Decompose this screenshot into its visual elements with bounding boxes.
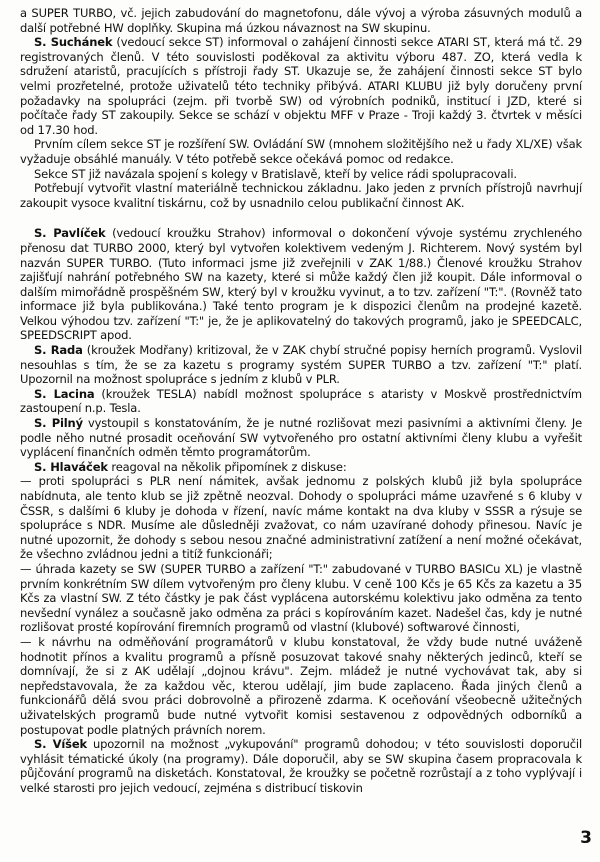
paragraph-printer: Potřebují vytvořit vlastní materiálně technickou základnu. Jako jeden z prvních přístrojů navrhují zakoupit vysoce kvalitní tiskárnu, což by usnadnilo celou publikační činnost AK. [20,181,582,210]
paragraph-intro: a SUPER TURBO, vč. jejich zabudování do magnetofonu, dále vývoj a výroba zásuvných modulů a další potřebné HW doplňky. Skupina má úzkou návaznost na SW skupinu. [20,6,582,35]
speaker-name: S. Pilný [34,416,83,431]
paragraph-pavlicek [20,226,582,343]
paragraph-text: (kroužek Modřany) kritizoval, že v ZAK chybí stručné popisy herních programů. Vyslovil nesouhlas s tím, že se za kazetu s programy systém SUPER TURBO a tzv. zařízení "T:" platí. Upozornil na možnost spolupráce s jedním z klubů v PLR. [20,343,582,387]
paragraph-text: reagoval na několik připomínek z diskuse: [107,459,347,474]
paragraph-text: vystoupil s konstatováním, že je nutné rozlišovat mezi pasivními a aktivními členy. Je podle něho nutné prosadit oceňování SW vytvořeného pro ostatní aktivními členy klubu a vyřešit vyplácení finančních odměn těmto programátorům. [20,416,583,460]
speaker-name: S. Víšek [34,737,88,752]
paragraph-st-goal: Prvním cílem sekce ST je rozšíření SW. Ovládání SW (mnohem složitějšího než u řady XL/XE) však vyžaduje obsáhlé manuály. V této potřebě sekce očekává pomoc od redakce. [20,137,582,166]
paragraph-text: upozornil na možnost „vykupování" programů dohodou; v této souvislosti doporučil vyhlásit tématické úkoly (na programy). Dále doporučil, aby se SW skupina časem propracovala k půjčování programů na disketách. Konstatoval, že kroužky se početně rozrůstají a z toho vyplývají i velké starosti pro jejich vedoucí, zejména s distribucí tiskovin [20,737,583,795]
paragraph-suchanek [20,35,582,137]
page-number: 3 [580,828,592,848]
paragraph-dash-rewards: — k návrhu na odměňování programátorů v klubu konstatoval, že vždy bude nutné uváženě hodnotit přínos a kvalitu programů a přísně posuzovat takové snahy některých jedinců, kteří se domnívají, že si z AK udělají „dojnou krávu". Zejm. mládež je nutné vychovávat tak, aby si nepředstavovala, že za každou věc, kterou udělají, jim bude zaplaceno. Řada jiných členů a funkcionářů dělá svou práci dobrovolně a přirozeně zdarma. K oceňování všeobecně užitečných uživatelských programů bude nutné vytvořit komisi sestavenou z odpovědných odborníků a postupovat podle platných právních norem. [20,634,582,737]
speaker-name: S. Pavlíček [34,226,106,241]
paragraph-visek [20,737,582,795]
speaker-name: S. Rada [34,343,83,358]
paragraph-bratislava: Sekce ST již navázala spojení s kolegy v Bratislavě, kteří by velice rádi spolupracovali. [34,166,517,181]
paragraph-rada [20,343,582,387]
paragraph-pilny [20,416,582,460]
paragraph-dash-plr: — proti spolupráci s PLR není námitek, avšak jednomu z polských klubů již byla spolupráce nabídnuta, ale tento klub se již zpětně neozval. Dohody o spolupráci máme uzavřené s 6 kluby v ČSSR, s dalšími 6 kluby je dohoda v řízení, navíc máme kontakt na dva kluby v SSSR a rýsuje se spolupráce s NDR. Musíme ale důsledněji zvažovat, co nám uzavírané dohody přinesou. Navíc je nutné upozornit, že dohody s sebou nesou značné administrativní zatížení a není možné očekávat, že všechno zvládnou jedni a titíž funkcionáři; [20,474,582,562]
speaker-name: S. Suchánek [34,35,113,50]
section-gap [20,210,582,226]
paragraph-lacina [20,387,582,416]
paragraph-dash-cassette: — úhrada kazety se SW (SUPER TURBO a zařízení "T:" zabudované v TURBO BASICu XL) je vlastně prvním konkrétním SW dílem vytvořeným pro členy klubu. V ceně 100 Kčs je 65 Kčs za kazetu a 35 Kčs za vlastní SW. Z této částky je pak část vyplácena autorskému kolektivu jako odměna za tento nevšední vynález a současně jako odměna za práci s kopírováním kazet. Nadešel čas, kdy je nutné rozlišovat prosté kopírování firemních programů od vlastní (klubové) softwarové činnosti, [20,561,582,635]
text-column [20,6,582,795]
speaker-name: S. Hlaváček [34,459,108,474]
speaker-name: S. Lacina [34,386,95,401]
paragraph-text: (kroužek TESLA) nabídl možnost spolupráce s ataristy v Moskvě prostřednictvím zastoupení n.p. Tesla. [20,386,582,416]
paragraph-hlavacek [20,460,582,475]
paragraph-text: (vedoucí sekce ST) informoval o zahájení činnosti sekce ATARI ST, která má tč. 29 registrovaných členů. V této souvislosti poděkoval za aktivitu výboru 487. ZO, která vedla k sdružení ataristů, pracujících s přístroji řady ST. Ukazuje se, že zahájení činnosti sekce ST bylo velmi prozřetelné, protože uživatelů této techniky přibývá. ATARI KLUBU již byly doručeny první požadavky na spolupráci (zejm. při tvorbě SW) od výrobních podniků, institucí i JZD, které si počítače řady ST zakoupily. Sekce se schází v objektu MFF v Praze - Troji každý 3. čtvrtek v měsíci od 17.30 hod. [20,35,583,137]
paragraph-text: (vedoucí kroužku Strahov) informoval o dokončení vývoje systému zrychleného přenosu dat TURBO 2000, který byl vytvořen kolektivem vedeným J. Richterem. Nový systém byl nazván SUPER TURBO. (Tuto informaci jsme již zveřejnili v ZAK 1/88.) Členové kroužku Strahov zajišťují nahrání potřebného SW na kazety, které si může každý člen již koupit. Dále informoval o dalším mimořádně prospěšném SW, který byl v kroužku vyvinut, a to tzv. zařízení "T:". (Rovněž tato informace již byla publikována.) Také tento program je k dispozici členům na prodejné kazetě. Velkou výhodou tzv. zařízení "T:" je, že je aplikovatelný do takových programů, jako je SPEEDCALC, SPEEDSCRIPT apod. [20,226,582,343]
